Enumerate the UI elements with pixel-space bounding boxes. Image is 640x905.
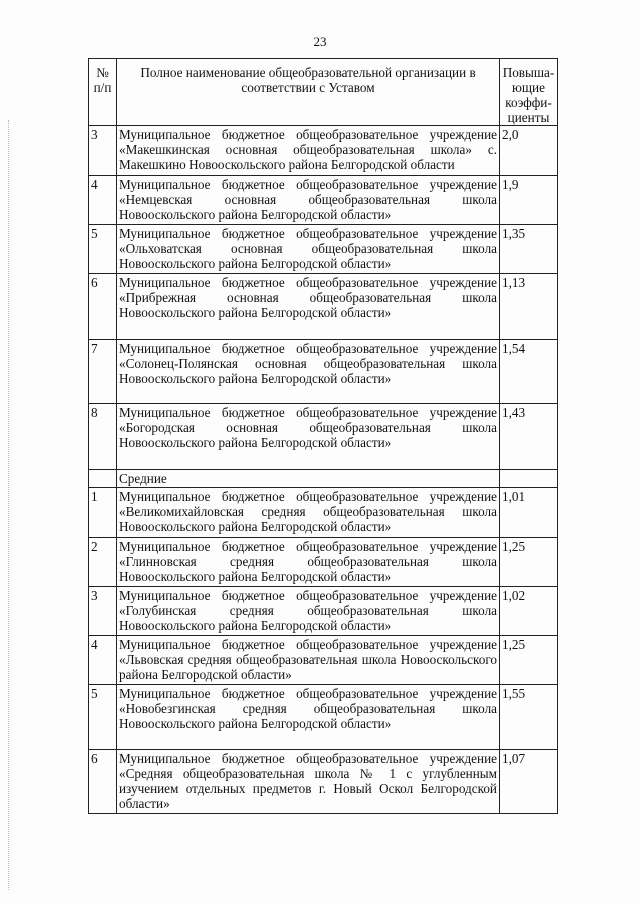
table-row: [89, 274, 558, 340]
row-name: Муниципальное бюджетное общеобразовательное учреждение «Средняя общеобразовательная школа № 1 с углубленным изучением отдельных предметов г. Новый Оскол Белгородской области»: [117, 750, 500, 814]
row-name: Муниципальное бюджетное общеобразовательное учреждение «Глинновская средняя общеобразовательная школа Новооскольского района Белгородской области»: [117, 538, 500, 587]
table-row: [89, 126, 558, 176]
row-coefficient: 1,25: [500, 538, 558, 587]
row-number: 8: [89, 404, 117, 470]
row-number: 6: [89, 274, 117, 340]
page-number: 23: [313, 34, 327, 49]
row-number: 5: [89, 225, 117, 274]
section-row: [89, 470, 558, 488]
section-label: Средние: [117, 470, 500, 488]
row-number: 7: [89, 340, 117, 404]
row-coefficient: 1,43: [500, 404, 558, 470]
table-row: [89, 685, 558, 750]
table-row: [89, 488, 558, 538]
header-number: № п/п: [89, 59, 117, 126]
row-coefficient: 1,35: [500, 225, 558, 274]
table-row: [89, 404, 558, 470]
table-row: [89, 225, 558, 274]
row-name: Муниципальное бюджетное общеобразовательное учреждение «Прибрежная основная общеобразовательная школа Новооскольского района Белгородской области»: [117, 274, 500, 340]
table-header-row: [89, 59, 558, 126]
row-coefficient: 1,54: [500, 340, 558, 404]
row-coefficient: 1,9: [500, 176, 558, 225]
row-number: 1: [89, 488, 117, 538]
row-name: Муниципальное бюджетное общеобразовательное учреждение «Голубинская средняя общеобразовательная школа Новооскольского района Белгородской области»: [117, 587, 500, 636]
table-row: [89, 750, 558, 814]
row-number: 5: [89, 685, 117, 750]
section-number-cell: [89, 470, 117, 488]
row-name: Муниципальное бюджетное общеобразовательное учреждение «Солонец-Полянская основная общеобразовательная школа Новооскольского района Белгородской области»: [117, 340, 500, 404]
row-coefficient: 1,55: [500, 685, 558, 750]
row-name: Муниципальное бюджетное общеобразовательное учреждение «Львовская средняя общеобразовательная школа Новооскольского района Белгородской области»: [117, 636, 500, 685]
header-name: Полное наименование общеобразовательной организации в соответствии с Уставом: [117, 59, 500, 126]
row-name: Муниципальное бюджетное общеобразовательное учреждение «Великомихайловская средняя общеобразовательная школа Новооскольского района Белгородской области»: [117, 488, 500, 538]
row-number: 4: [89, 636, 117, 685]
row-name: Муниципальное бюджетное общеобразовательное учреждение «Немцевская основная общеобразовательная школа Новооскольского района Белгородской области»: [117, 176, 500, 225]
table-row: [89, 636, 558, 685]
table-row: [89, 587, 558, 636]
row-coefficient: 1,02: [500, 587, 558, 636]
row-number: 3: [89, 587, 117, 636]
row-coefficient: 1,25: [500, 636, 558, 685]
row-number: 6: [89, 750, 117, 814]
row-number: 4: [89, 176, 117, 225]
header-coefficient: Повыша-ющие коэффи-циенты: [500, 59, 558, 126]
row-name: Муниципальное бюджетное общеобразовательное учреждение «Макешкинская основная общеобразовательная школа» с. Макешкино Новооскольского района Белгородской области: [117, 126, 500, 176]
schools-table: [88, 58, 558, 814]
row-coefficient: 1,01: [500, 488, 558, 538]
row-name: Муниципальное бюджетное общеобразовательное учреждение «Богородская основная общеобразовательная школа Новооскольского района Белгородской области»: [117, 404, 500, 470]
section-coefficient-cell: [500, 470, 558, 488]
row-coefficient: 2,0: [500, 126, 558, 176]
table-row: [89, 340, 558, 404]
table-row: [89, 176, 558, 225]
row-number: 2: [89, 538, 117, 587]
row-coefficient: 1,13: [500, 274, 558, 340]
row-coefficient: 1,07: [500, 750, 558, 814]
row-name: Муниципальное бюджетное общеобразовательное учреждение «Новобезгинская средняя общеобразовательная школа Новооскольского района Белгородской области»: [117, 685, 500, 750]
table-row: [89, 538, 558, 587]
row-name: Муниципальное бюджетное общеобразовательное учреждение «Ольховатская основная общеобразовательная школа Новооскольского района Белгородской области»: [117, 225, 500, 274]
row-number: 3: [89, 126, 117, 176]
scan-margin-line: [8, 120, 9, 890]
